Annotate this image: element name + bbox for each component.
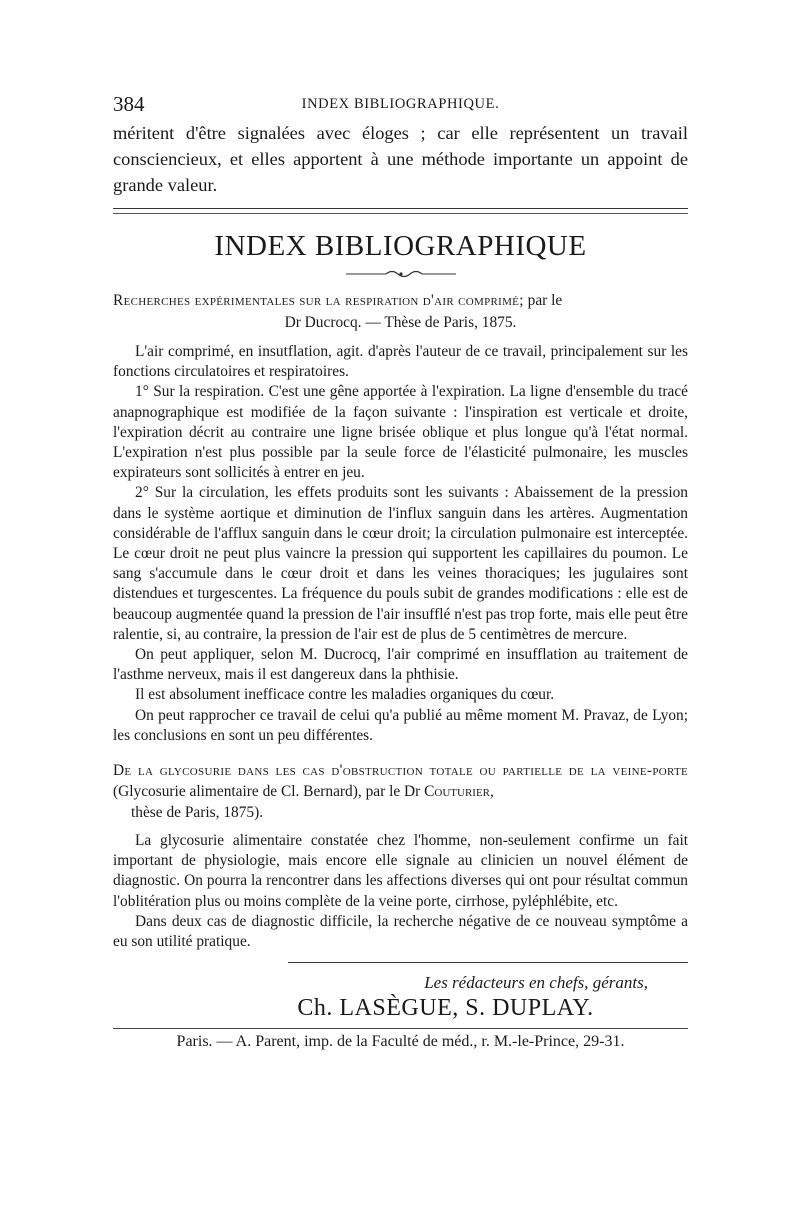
entry2-heading bbox=[113, 760, 688, 823]
entry1-author-line: Dr Ducrocq. — Thèse de Paris, 1875. bbox=[284, 314, 517, 331]
entry2-paragraph: La glycosurie alimentaire constatée chez l'homme, non-seulement confirme un fait important de physiologie, mais encore elle signale au clinicien un nouvel élément de diagnostic. On pourra la rencontrer dans les affections diverses qui ont pour résultat commun l'oblitération plus ou moins complète de la veine porte, cirrhose, pyléphlébite, etc. bbox=[113, 832, 688, 910]
imprint: Paris. — A. Parent, imp. de la Faculté de méd., r. M.-le-Prince, 29-31. bbox=[176, 1033, 625, 1051]
entry1-heading bbox=[113, 290, 688, 334]
entry2-heading-end: thèse de Paris, 1875). bbox=[131, 804, 264, 822]
entry2-heading-rest: (Glycosurie alimentaire de Cl. Bernard), par le Dr bbox=[113, 783, 425, 801]
entry1-paragraph: On peut appliquer, selon M. Ducrocq, l'air comprimé en insufflation au traitement de l'asthme nerveux, mais il est dangereux dans la phthisie. bbox=[113, 646, 688, 684]
entry2-paragraph: Dans deux cas de diagnostic difficile, la recherche négative de ce nouveau symptôme a eu son utilité pratique. bbox=[113, 912, 688, 951]
section-separator bbox=[113, 208, 688, 214]
intro-paragraph: méritent d'être signalées avec éloges ; car elle représentent un travail consciencieux, et elles apportent à une méthode importante un appoint de grande valeur. bbox=[113, 123, 688, 195]
entry1-paragraph: Il est absolument inefficace contre les maladies organiques du cœur. bbox=[135, 686, 555, 704]
editors-names: Ch. LASÈGUE, S. DUPLAY. bbox=[297, 995, 594, 1022]
running-head bbox=[113, 92, 688, 120]
entry2-title: De la glycosurie dans les cas d'obstruction totale ou partielle de la veine-porte bbox=[113, 762, 688, 780]
section-title: INDEX BIBLIOGRAPHIQUE bbox=[214, 230, 587, 262]
entry1-paragraph: On peut rapprocher ce travail de celui qu'a publié au même moment M. Pravaz, de Lyon; les conclusions en sont un peu différentes. bbox=[113, 706, 688, 744]
ornament-divider bbox=[346, 268, 456, 280]
entry1-paragraph: 2° Sur la circulation, les effets produits sont les suivants : Abaissement de la pression dans le système aortique et diminution de l'influx sanguin dans les artères. Augmentation considérable de l'afflux sanguin dans le cœur droit; la circulation pulmonaire est interceptée. Le cœur droit ne peut plus vaincre la pression qui supportent les capillaires du poumon. Le sang s'accumule dans le cœur droit et dans les veines thoraciques; les jugulaires sont distendues et turgescentes. La fréquence du pouls subit de grandes modifications : elle est de beaucoup augmentée quand la pression de l'air insufflé n'est pas trop forte, mais elle peut être ralentie, si, au contraire, la pression de l'air est de plus de 5 centimètres de mercure. bbox=[113, 484, 688, 643]
page bbox=[113, 92, 688, 1051]
imprint-separator bbox=[113, 1028, 688, 1029]
editors-line: Les rédacteurs en chefs, gérants, bbox=[424, 973, 648, 993]
running-title: INDEX BIBLIOGRAPHIQUE. bbox=[301, 96, 500, 112]
entry2-author: Couturier, bbox=[424, 783, 494, 801]
entry1-paragraph: 1° Sur la respiration. C'est une gêne apportée à l'expiration. La ligne d'ensemble du tracé anapnographique est modifiée de la façon suivante : l'inspiration est verticale et droite, l'expiration décrit au contraire une ligne brisée oblique et plus longue qu'à l'état normal. L'expiration n'est plus possible par la seule force de l'élasticité pulmonaire, les muscles expirateurs sont sollicités à entrer en jeu. bbox=[113, 383, 688, 482]
page-number: 384 bbox=[113, 92, 145, 116]
editors-separator bbox=[288, 962, 688, 963]
entry1-title: Recherches expérimentales sur la respiration d'air comprimé; bbox=[113, 292, 524, 309]
entry1-by: par le bbox=[523, 292, 563, 309]
entry1-body bbox=[113, 342, 688, 746]
entry1-paragraph: L'air comprimé, en insutflation, agit. d'après l'auteur de ce travail, principalement sur les fonctions circulatoires et respiratoires. bbox=[113, 343, 688, 381]
entry2-body bbox=[113, 831, 688, 952]
